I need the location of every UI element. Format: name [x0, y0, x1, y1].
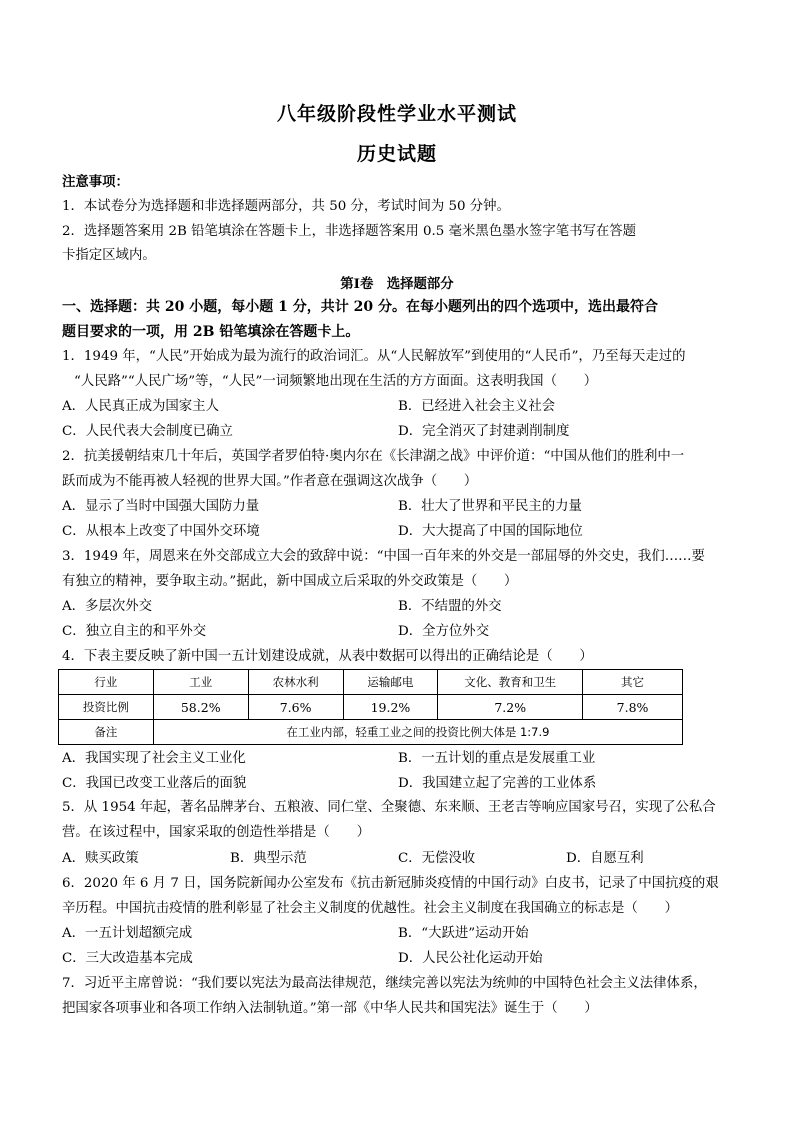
question-4-option-c[interactable]: C．我国已改变工业落后的面貌: [62, 776, 247, 791]
investment-table: [58, 669, 683, 745]
question-1-stem-cont: “人民路”“人民广场”等，“人民”一词频繁地出现在生活的方方面面。这表明我国（ ）: [74, 374, 598, 389]
question-4-option-a[interactable]: A．我国实现了社会主义工业化: [62, 751, 246, 766]
question-6-option-c[interactable]: C．三大改造基本完成: [62, 951, 193, 966]
question-5-option-d[interactable]: D．自愿互利: [566, 851, 644, 866]
table-note: 在工业内部，轻重工业之间的投资比例大体是 1:7.9: [153, 720, 682, 745]
exam-subtitle: 历史试题: [356, 143, 437, 165]
question-5-stem: 5．从 1954 年起，著名品牌茅台、五粮液、同仁堂、全聚德、东来顺、王老吉等响应国家号召，实现了公私合: [62, 800, 716, 815]
table-cell: 7.6%: [248, 695, 343, 720]
question-4-stem: 4．下表主要反映了新中国一五计划建设成就，从表中数据可以得出的正确结论是（ ）: [62, 649, 593, 664]
section-title: 第Ⅰ卷 选择题部分: [340, 276, 454, 292]
question-4-option-b[interactable]: B．一五计划的重点是发展重工业: [398, 751, 596, 766]
question-2-option-b[interactable]: B．壮大了世界和平民主的力量: [398, 499, 582, 514]
question-6-stem-cont: 辛历程。中国抗击疫情的胜利彰显了社会主义制度的优越性。社会主义制度在我国确立的标志是（ ）: [62, 901, 678, 916]
question-2-stem-cont: 跃而成为不能再被人轻视的世界大国。”作者意在强调这次战争（ ）: [62, 474, 478, 489]
question-6-stem: 6．2020 年 6 月 7 日，国务院新闻办公室发布《抗击新冠肺炎疫情的中国行动》白皮书，记录了中国抗疫的艰: [62, 876, 719, 891]
table-header-cell: 农林水利: [248, 670, 343, 695]
question-2-option-c[interactable]: C．从根本上改变了中国外交环境: [62, 524, 260, 539]
notice-item-1: 1．本试卷分为选择题和非选择题两部分，共 50 分，考试时间为 50 分钟。: [62, 199, 510, 214]
notice-item-2: 2．选择题答案用 2B 铅笔填涂在答题卡上，非选择题答案用 0.5 毫米黑色墨水签字笔书写在答题: [62, 224, 637, 239]
question-3-option-c[interactable]: C．独立自主的和平外交: [62, 624, 207, 639]
question-1-option-d[interactable]: D．完全消灭了封建剥削制度: [398, 424, 570, 439]
question-2-option-d[interactable]: D．大大提高了中国的国际地位: [398, 524, 583, 539]
section-instruction-cont: 题目要求的一项，用 2B 铅笔填涂在答题卡上。: [62, 324, 360, 340]
question-5-option-c[interactable]: C．无偿没收: [398, 851, 476, 866]
question-3-stem: 3．1949 年，周恩来在外交部成立大会的致辞中说：“中国一百年来的外交是一部屈辱的外交史，我们……要: [62, 549, 705, 564]
question-4-option-d[interactable]: D．我国建立起了完善的工业体系: [398, 776, 597, 791]
question-1-option-b[interactable]: B．已经进入社会主义社会: [398, 399, 556, 414]
table-note-label: 备注: [59, 720, 154, 745]
table-header-cell: 行业: [59, 670, 154, 695]
table-cell: 7.2%: [438, 695, 583, 720]
question-5-option-b[interactable]: B．典型示范: [230, 851, 307, 866]
question-6-option-d[interactable]: D．人民公社化运动开始: [398, 951, 543, 966]
notice-item-2-cont: 卡指定区域内。: [62, 248, 156, 263]
notice-heading: 注意事项：: [62, 174, 129, 190]
question-1-option-c[interactable]: C．人民代表大会制度已确立: [62, 424, 233, 439]
question-5-option-a[interactable]: A．赎买政策: [62, 851, 139, 866]
question-2-stem: 2．抗美援朝结束几十年后，英国学者罗伯特·奥内尔在《长津湖之战》中评价道：“中国从他们的胜利中一: [62, 449, 685, 464]
question-7-stem-cont: 把国家各项事业和各项工作纳入法制轨道。”第一部《中华人民共和国宪法》诞生于（ ）: [62, 1001, 598, 1016]
table-row-label: 投资比例: [59, 695, 154, 720]
table-header-cell: 其它: [583, 670, 683, 695]
question-6-option-a[interactable]: A．一五计划超额完成: [62, 926, 193, 941]
question-2-option-a[interactable]: A．显示了当时中国强大国防力量: [62, 499, 260, 514]
question-3-stem-cont: 有独立的精神，要争取主动。”据此，新中国成立后采取的外交政策是（ ）: [62, 574, 518, 589]
question-3-option-a[interactable]: A．多层次外交: [62, 599, 153, 614]
section-instruction: 一、选择题：共 20 小题，每小题 1 分，共计 20 分。在每小题列出的四个选项中，选出最符合: [62, 299, 658, 315]
table-header-row: [59, 670, 683, 695]
exam-title: 八年级阶段性学业水平测试: [276, 103, 517, 125]
table-note-row: [59, 720, 683, 745]
table-header-cell: 工业: [153, 670, 248, 695]
question-1-stem: 1．1949 年，“人民”开始成为最为流行的政治词汇。从“人民解放军”到使用的“人民币”，乃至每天走过的: [62, 349, 686, 364]
table-cell: 58.2%: [153, 695, 248, 720]
question-7-stem: 7．习近平主席曾说：“我们要以宪法为最高法律规范，继续完善以宪法为统帅的中国特色社会主义法律体系，: [62, 976, 707, 991]
question-6-option-b[interactable]: B．“大跃进”运动开始: [398, 926, 529, 941]
question-3-option-d[interactable]: D．全方位外交: [398, 624, 490, 639]
table-header-cell: 文化、教育和卫生: [438, 670, 583, 695]
question-5-stem-cont: 营。在该过程中，国家采取的创造性举措是（ ）: [62, 825, 370, 840]
table-cell: 7.8%: [583, 695, 683, 720]
question-3-option-b[interactable]: B．不结盟的外交: [398, 599, 502, 614]
table-row: [59, 695, 683, 720]
table-header-cell: 运输邮电: [343, 670, 438, 695]
question-1-option-a[interactable]: A．人民真正成为国家主人: [62, 399, 219, 414]
table-cell: 19.2%: [343, 695, 438, 720]
